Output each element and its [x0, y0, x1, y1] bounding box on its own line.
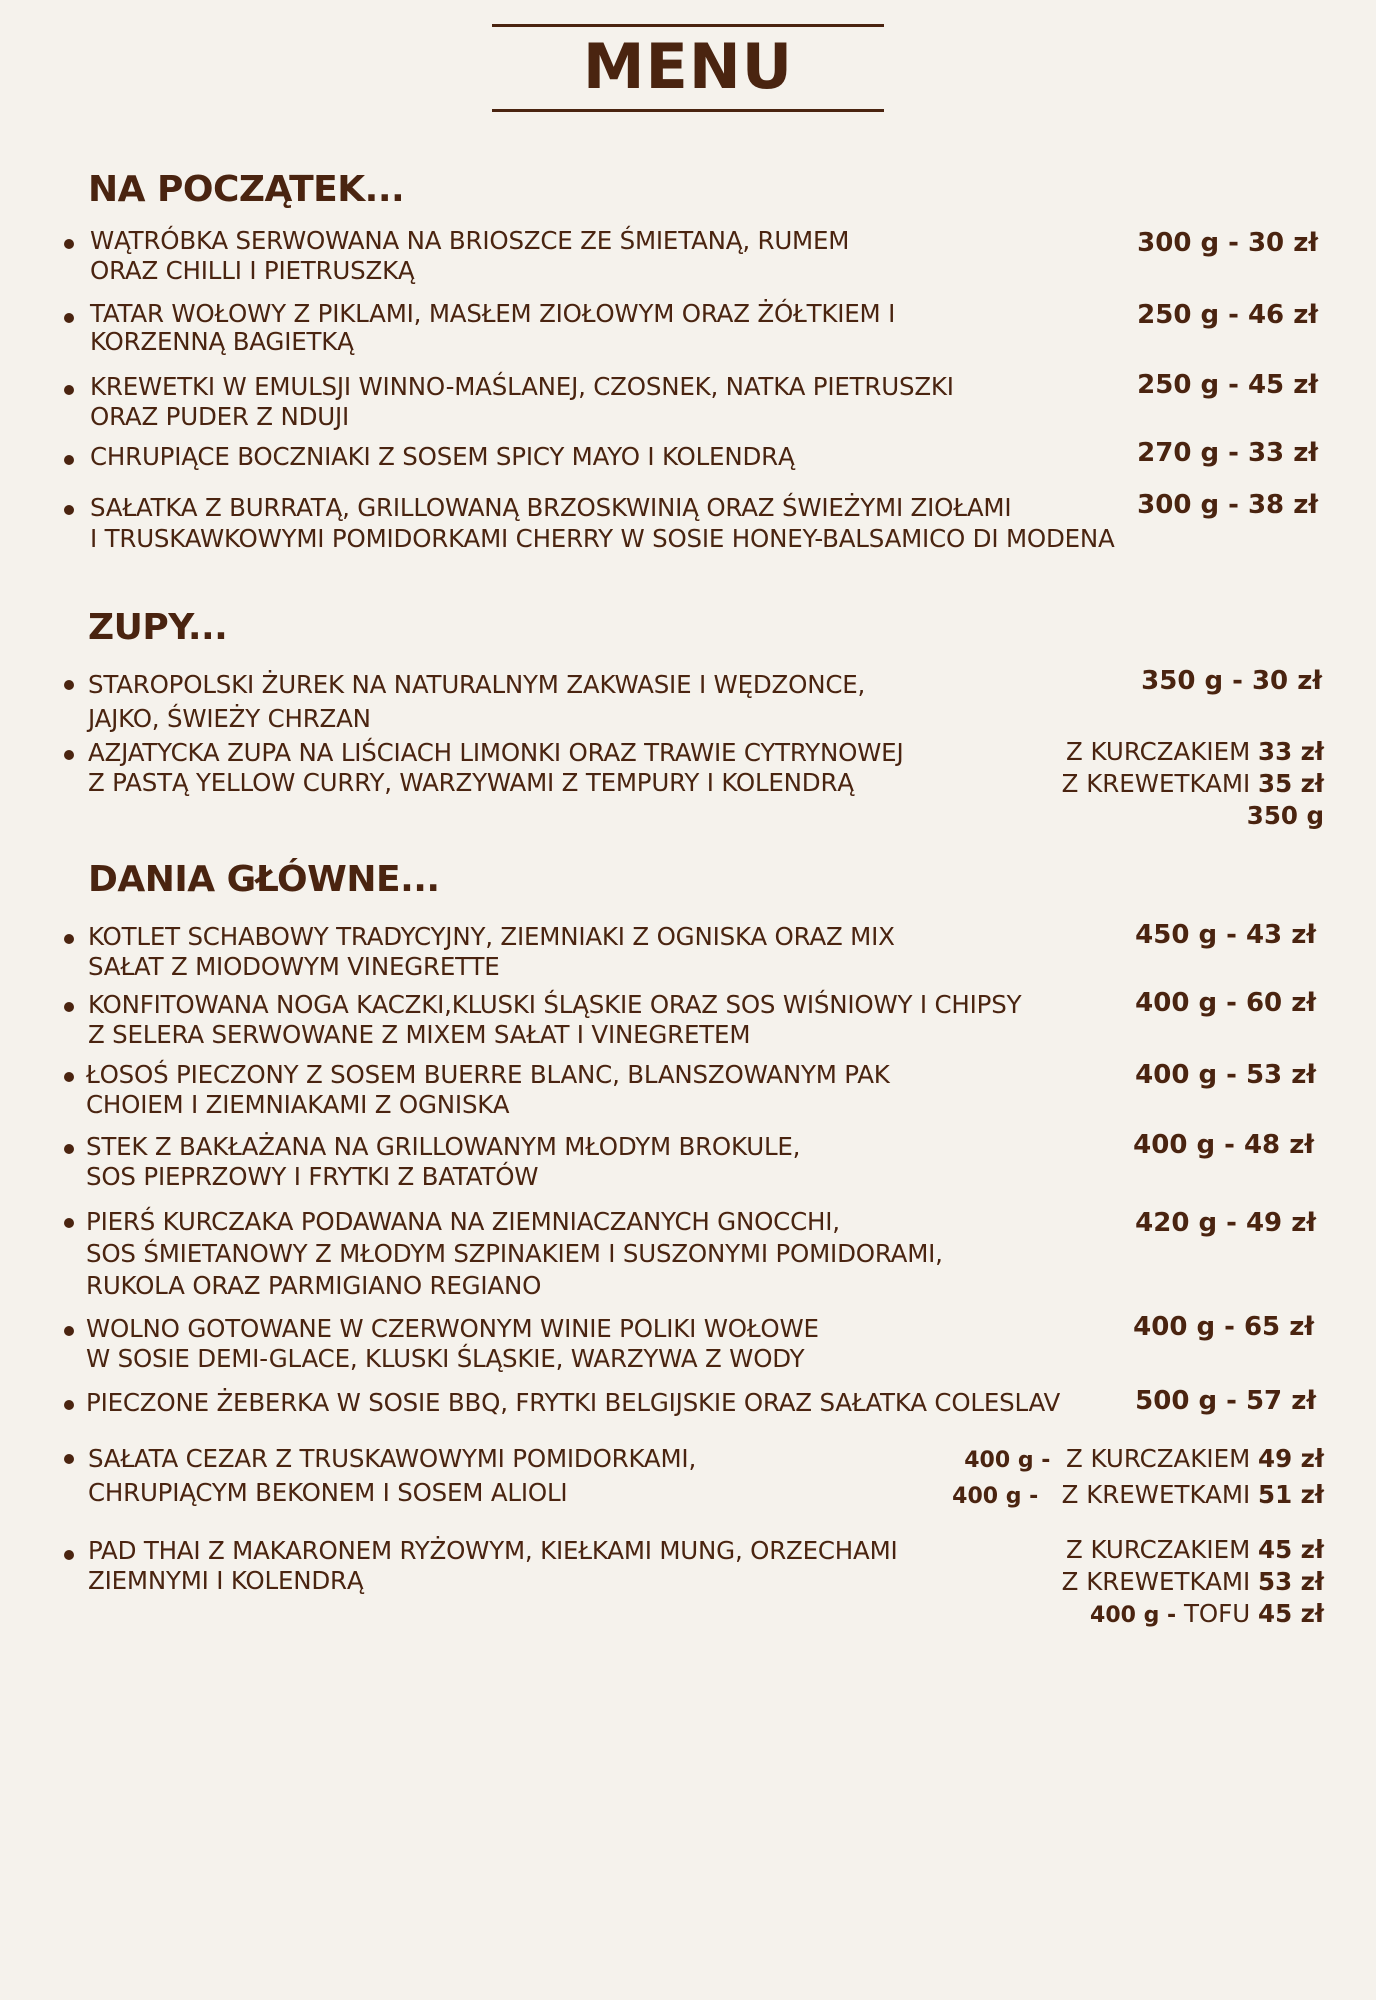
variant-label: Z KURCZAKIEM — [1065, 737, 1251, 766]
item-price: 420 g - 49 zł — [1135, 1208, 1316, 1238]
bullet — [64, 239, 74, 249]
bullet — [64, 1218, 74, 1228]
menu-title: MENU — [582, 30, 794, 103]
item-desc: TATAR WOŁOWY Z PIKLAMI, MASŁEM ZIOŁOWYM ORAZ ŻÓŁTKIEM I — [90, 299, 896, 328]
item-weight: 400 g - — [952, 1484, 1039, 1509]
bullet — [64, 1550, 74, 1560]
item-variants — [952, 1442, 1324, 1514]
item-desc: KOTLET SCHABOWY TRADYCYJNY, ZIEMNIAKI Z OGNISKA ORAZ MIX — [88, 922, 895, 951]
item-desc: PIERŚ KURCZAKA PODAWANA NA ZIEMNIACZANYCH GNOCCHI, — [86, 1207, 840, 1236]
item-desc: JAJKO, ŚWIEŻY CHRZAN — [88, 704, 371, 733]
item-desc: ORAZ CHILLI I PIETRUSZKĄ — [90, 256, 415, 285]
variant-label: Z KREWETKAMI — [1061, 1567, 1251, 1596]
item-price: 300 g - 38 zł — [1137, 490, 1318, 520]
item-weight: 400 g - — [964, 1448, 1051, 1473]
item-desc: CHOIEM I ZIEMNIAKAMI Z OGNISKA — [86, 1090, 510, 1119]
bullet — [64, 680, 74, 690]
variant-price: 53 zł — [1258, 1567, 1324, 1596]
bullet — [64, 1326, 74, 1336]
item-price: 270 g - 33 zł — [1137, 438, 1318, 468]
bullet — [64, 455, 74, 465]
variant-label: Z KURCZAKIEM — [1065, 1444, 1251, 1473]
item-weight: 400 g - — [1090, 1603, 1177, 1628]
bullet — [64, 385, 74, 395]
item-price: 250 g - 46 zł — [1137, 300, 1318, 330]
bullet — [64, 1144, 74, 1154]
item-desc: CHRUPIĄCYM BEKONEM I SOSEM ALIOLI — [88, 1478, 568, 1507]
item-desc: PIECZONE ŻEBERKA W SOSIE BBQ, FRYTKI BELGIJSKIE ORAZ SAŁATKA COLESLAV — [86, 1388, 1061, 1417]
item-variants — [1062, 736, 1324, 832]
item-desc: KONFITOWANA NOGA KACZKI,KLUSKI ŚLĄSKIE ORAZ SOS WIŚNIOWY I CHIPSY — [88, 990, 1022, 1019]
item-desc: ŁOSOŚ PIECZONY Z SOSEM BUERRE BLANC, BLANSZOWANYM PAK — [86, 1060, 890, 1089]
item-price: 400 g - 65 zł — [1133, 1312, 1314, 1342]
item-desc: AZJATYCKA ZUPA NA LIŚCIACH LIMONKI ORAZ TRAWIE CYTRYNOWEJ — [88, 738, 904, 767]
bullet — [64, 505, 74, 515]
item-desc: KREWETKI W EMULSJI WINNO-MAŚLANEJ, CZOSNEK, NATKA PIETRUSZKI — [90, 372, 954, 401]
item-desc: SAŁATKA Z BURRATĄ, GRILLOWANĄ BRZOSKWINIĄ ORAZ ŚWIEŻYMI ZIOŁAMI — [90, 493, 1012, 522]
item-weight: 350 g — [1246, 801, 1324, 830]
item-desc: RUKOLA ORAZ PARMIGIANO REGIANO — [86, 1271, 542, 1300]
item-desc: SAŁATA CEZAR Z TRUSKAWOWYMI POMIDORKAMI, — [88, 1444, 697, 1473]
item-desc: SOS ŚMIETANOWY Z MŁODYM SZPINAKIEM I SUSZONYMI POMIDORAMI, — [86, 1239, 943, 1268]
item-desc: ZIEMNYMI I KOLENDRĄ — [88, 1566, 364, 1595]
item-desc: KORZENNĄ BAGIETKĄ — [90, 327, 354, 356]
item-desc: WĄTRÓBKA SERWOWANA NA BRIOSZCE ZE ŚMIETANĄ, RUMEM — [90, 226, 850, 255]
section-title-starters: NA POCZĄTEK... — [88, 169, 405, 210]
variant-price: 45 zł — [1258, 1535, 1324, 1564]
bullet — [64, 1400, 74, 1410]
bullet — [64, 313, 74, 323]
item-desc: I TRUSKAWKOWYMI POMIDORKAMI CHERRY W SOSIE HONEY-BALSAMICO DI MODENA — [90, 524, 1115, 553]
variant-label: Z KURCZAKIEM — [1065, 1535, 1251, 1564]
item-desc: CHRUPIĄCE BOCZNIAKI Z SOSEM SPICY MAYO I KOLENDRĄ — [90, 442, 795, 471]
item-desc: Z PASTĄ YELLOW CURRY, WARZYWAMI Z TEMPURY I KOLENDRĄ — [88, 768, 854, 797]
item-desc: PAD THAI Z MAKARONEM RYŻOWYM, KIEŁKAMI MUNG, ORZECHAMI — [88, 1536, 898, 1565]
item-desc: ORAZ PUDER Z NDUJI — [90, 402, 350, 431]
item-price: 400 g - 53 zł — [1135, 1060, 1316, 1090]
item-desc: Z SELERA SERWOWANE Z MIXEM SAŁAT I VINEGRETEM — [88, 1020, 751, 1049]
item-price: 450 g - 43 zł — [1135, 920, 1316, 950]
item-desc: W SOSIE DEMI-GLACE, KLUSKI ŚLĄSKIE, WARZYWA Z WODY — [86, 1344, 805, 1373]
item-desc: STEK Z BAKŁAŻANA NA GRILLOWANYM MŁODYM BROKULE, — [86, 1132, 801, 1161]
item-desc: WOLNO GOTOWANE W CZERWONYM WINIE POLIKI WOŁOWE — [86, 1314, 819, 1343]
menu-title-frame — [492, 24, 884, 112]
variant-label: Z KREWETKAMI — [1061, 1480, 1251, 1509]
variant-price: 33 zł — [1258, 737, 1324, 766]
variant-price: 45 zł — [1258, 1599, 1324, 1628]
bullet — [64, 1072, 74, 1082]
item-price: 400 g - 60 zł — [1135, 988, 1316, 1018]
item-price: 300 g - 30 zł — [1137, 228, 1318, 258]
section-title-mains: DANIA GŁÓWNE... — [88, 859, 440, 900]
item-price: 500 g - 57 zł — [1135, 1386, 1316, 1416]
item-price: 400 g - 48 zł — [1133, 1130, 1314, 1160]
variant-price: 51 zł — [1258, 1480, 1324, 1509]
variant-price: 49 zł — [1258, 1444, 1324, 1473]
item-desc: SOS PIEPRZOWY I FRYTKI Z BATATÓW — [86, 1162, 539, 1191]
section-title-soups: ZUPY... — [88, 607, 228, 648]
bullet — [64, 1454, 74, 1464]
item-desc: SAŁAT Z MIODOWYM VINEGRETTE — [88, 952, 500, 981]
item-desc: STAROPOLSKI ŻUREK NA NATURALNYM ZAKWASIE I WĘDZONCE, — [88, 670, 866, 699]
item-variants — [1062, 1534, 1324, 1632]
variant-label: Z KREWETKAMI — [1061, 769, 1251, 798]
item-price: 350 g - 30 zł — [1141, 666, 1322, 696]
bullet — [64, 934, 74, 944]
item-price: 250 g - 45 zł — [1137, 370, 1318, 400]
bullet — [64, 750, 74, 760]
bullet — [64, 1002, 74, 1012]
variant-price: 35 zł — [1258, 769, 1324, 798]
variant-label: TOFU — [1183, 1599, 1251, 1628]
